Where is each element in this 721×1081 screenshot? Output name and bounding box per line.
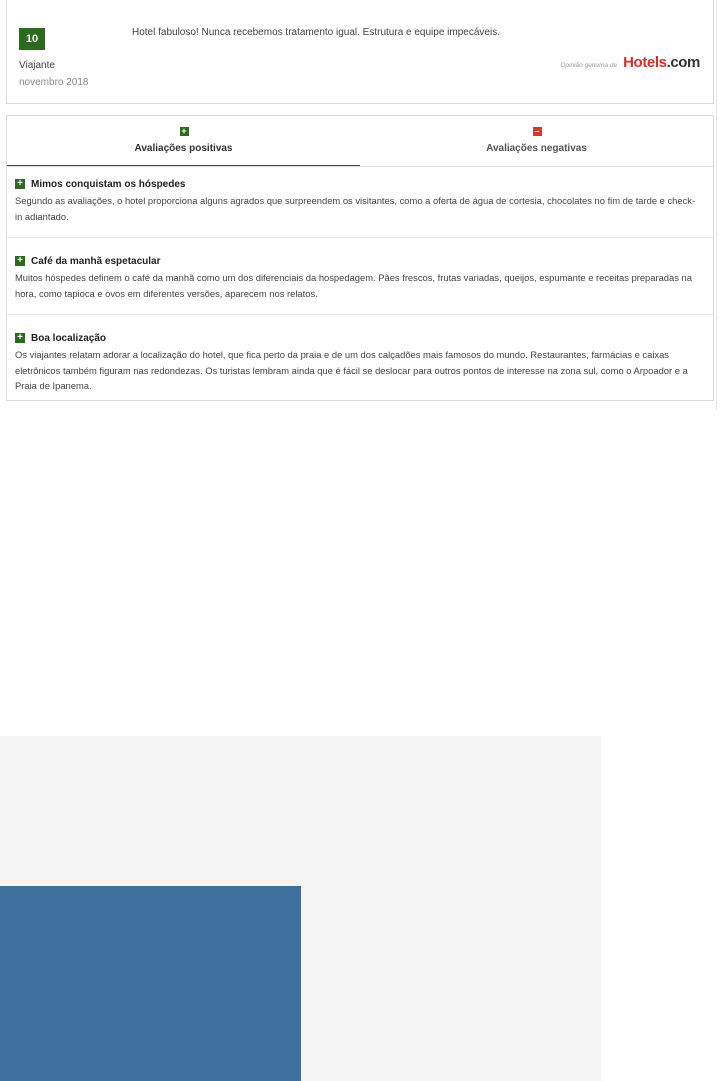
review-card (6, 0, 714, 104)
review-date: novembro 2018 (19, 77, 89, 88)
topic-header (15, 178, 705, 190)
topic-title: Boa localização (31, 332, 107, 344)
source-prefix: Opinião genuína de (560, 62, 618, 69)
topic-title: Café da manhã espetacular (31, 255, 161, 267)
score-badge: 10 (19, 28, 45, 50)
hotels-com-logo[interactable] (623, 54, 700, 71)
list-item (7, 255, 713, 301)
tabs-divider (7, 166, 713, 167)
topic-body: Segundo as avaliações, o hotel proporciona alguns agrados que surpreendem os visitantes, como a oferta de água de cortesia, chocolates no fim de tarde e check-in adiantado. (15, 195, 696, 222)
list-item (7, 178, 713, 224)
review-source (560, 54, 700, 71)
review-summary-panel (6, 115, 714, 401)
topic-divider (7, 314, 713, 315)
plus-icon: + (181, 126, 187, 136)
topic-body: Os viajantes relatam adorar a localização do hotel, que fica perto da praia e de um dos calçadões mais famosos do mundo. Restaurantes, farmácias e caixas eletrônicos também figuram nas redondezas. Os turistas lembram ainda que é fácil se deslocar para outros pontos de interesse na zona sul, como o Arpoador e a Praia de Ipanema. (15, 349, 688, 391)
reviewer-name: Viajante (19, 60, 55, 71)
topic-header (15, 332, 705, 344)
plus-icon: + (15, 333, 25, 343)
list-item (7, 332, 713, 394)
brand-suffix: .com (666, 54, 700, 71)
topic-divider (7, 237, 713, 238)
tab-label: Avaliações positivas (134, 143, 233, 154)
brand-main: Hotels (623, 54, 667, 71)
page-edge-divider (716, 0, 717, 410)
topic-title: Mimos conquistam os hóspedes (31, 178, 186, 190)
review-text: Hotel fabuloso! Nunca recebemos tratamento igual. Estrutura e equipe impecáveis. (132, 27, 500, 38)
topic-header (15, 255, 705, 267)
plus-icon: + (15, 179, 25, 189)
tab-label: Avaliações negativas (486, 143, 587, 154)
blue-content-block (0, 886, 301, 1081)
minus-icon: – (534, 126, 540, 136)
tab-negative-reviews[interactable] (360, 116, 713, 167)
plus-icon: + (15, 256, 25, 266)
topic-body: Muitos hóspedes definem o café da manhã como um dos diferenciais da hospedagem. Pães frescos, frutas variadas, queijos, espumante e receitas preparadas na hora, como tapioca e ovos em diferentes versões, aparecem nos relatos. (15, 272, 692, 299)
summary-tabs (7, 116, 713, 167)
tab-positive-reviews[interactable] (7, 116, 360, 167)
